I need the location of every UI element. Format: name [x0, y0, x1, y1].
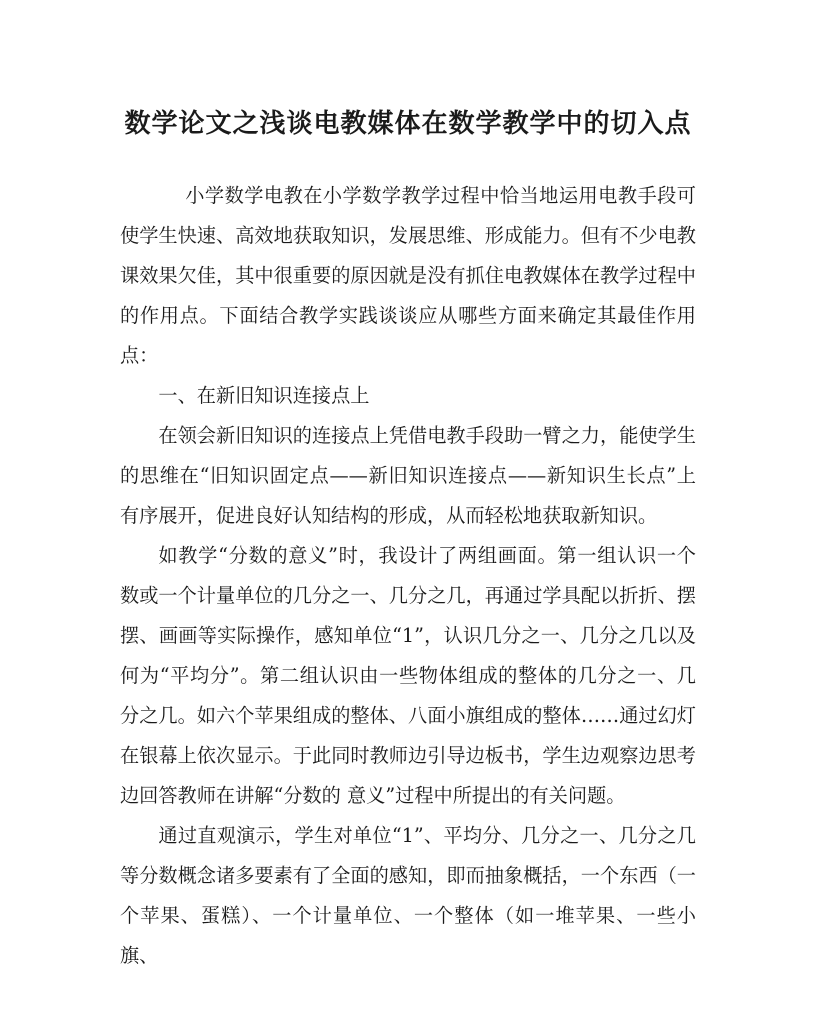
document-title: 数学论文之浅谈电教媒体在数学教学中的切入点: [124, 109, 692, 139]
paragraph: 小学数学电教在小学数学教学过程中恰当地运用电教手段可使学生快速、高效地获取知识，发展思维、形成能力。但有不少电教课效果欠佳，其中很重要的原因就是没有抓住电教媒体在教学过程中的作用点。下面结合教学实践谈谈应从哪些方面来确定其最佳作用点：: [120, 184, 696, 367]
paragraph: 如教学“分数的意义”时，我设计了两组画面。第一组认识一个数或一个计量单位的几分之一、几分之几，再通过学具配以折折、摆摆、画画等实际操作，感知单位“1”，认识几分之一、几分之几以及何为“平均分”。第二组认识由一些物体组成的整体的几分之一、几分之几。如六个苹果组成的整体、八面小旗组成的整体……通过幻灯在银幕上依次显示。于此同时教师边引导边板书，学生边观察边思考边回答教师在讲解“分数的 意义”过程中所提出的有关问题。: [120, 544, 696, 807]
paragraph: 在领会新旧知识的连接点上凭借电教手段助一臂之力，能使学生的思维在“旧知识固定点——新旧知识连接点——新知识生长点”上有序展开，促进良好认知结构的形成，从而轻松地获取新知识。: [120, 424, 696, 527]
section-heading: 一、在新旧知识连接点上: [158, 384, 370, 407]
document-body: [120, 176, 696, 976]
paragraph: 通过直观演示，学生对单位“1”、平均分、几分之一、几分之几等分数概念诸多要素有了全面的感知，即而抽象概括，一个东西（一个苹果、蛋糕）、一个计量单位、一个整体（如一堆苹果、一些小旗、: [120, 824, 696, 967]
